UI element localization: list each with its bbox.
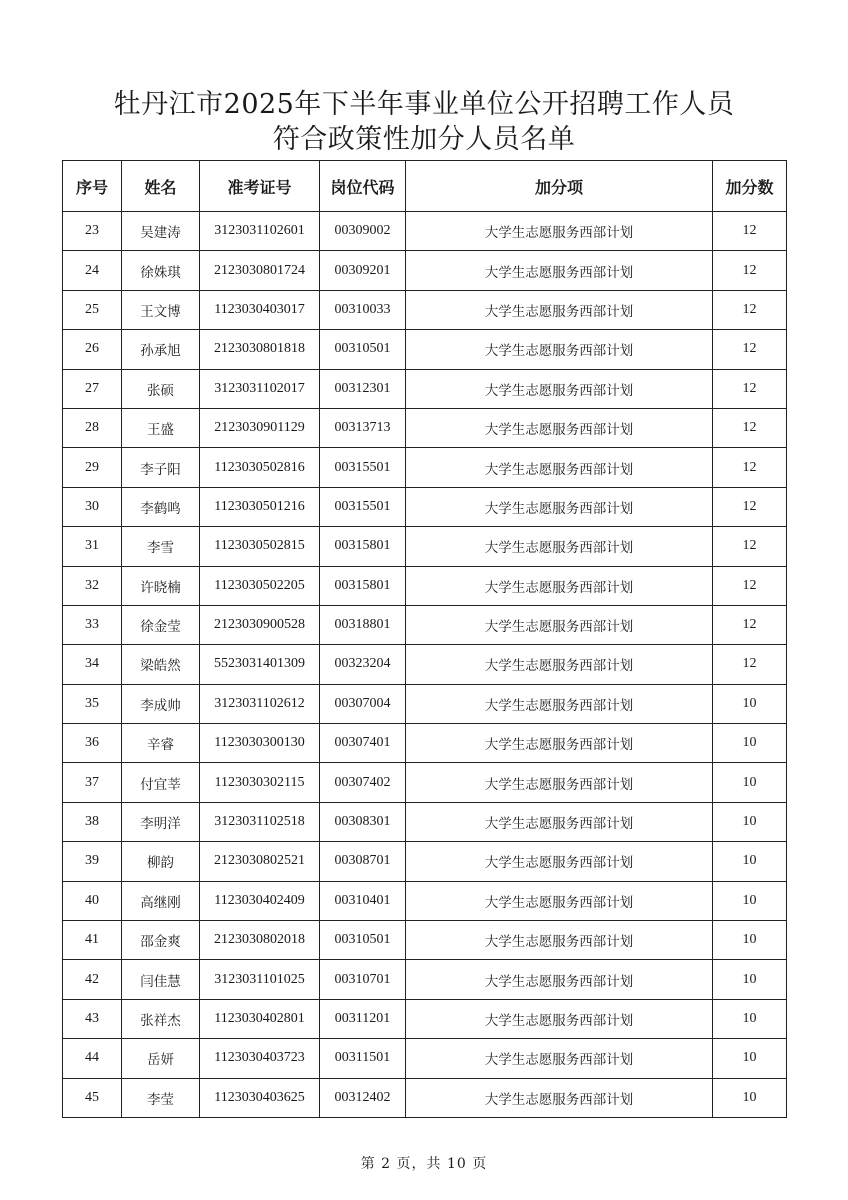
cell-bonus-item: 大学生志愿服务西部计划 xyxy=(406,960,713,999)
cell-position-code: 00315801 xyxy=(320,566,406,605)
cell-position-code: 00307401 xyxy=(320,724,406,763)
table-row xyxy=(63,448,787,487)
cell-bonus-points: 12 xyxy=(713,605,787,644)
cell-admission-ticket-number: 5523031401309 xyxy=(200,645,320,684)
cell-admission-ticket-number: 1123030403723 xyxy=(200,1039,320,1078)
table-row xyxy=(63,684,787,723)
cell-bonus-points: 12 xyxy=(713,645,787,684)
header-position-code: 岗位代码 xyxy=(320,161,406,212)
cell-bonus-points: 10 xyxy=(713,763,787,802)
cell-name: 王文博 xyxy=(122,290,200,329)
cell-name: 李明洋 xyxy=(122,802,200,841)
cell-bonus-points: 12 xyxy=(713,212,787,251)
cell-admission-ticket-number: 3123031102017 xyxy=(200,369,320,408)
cell-name: 李雪 xyxy=(122,527,200,566)
cell-name: 李成帅 xyxy=(122,684,200,723)
table-row xyxy=(63,881,787,920)
cell-bonus-points: 12 xyxy=(713,566,787,605)
cell-admission-ticket-number: 2123030802521 xyxy=(200,842,320,881)
cell-serial-number: 39 xyxy=(63,842,122,881)
cell-position-code: 00308701 xyxy=(320,842,406,881)
table-row xyxy=(63,960,787,999)
cell-name: 闫佳慧 xyxy=(122,960,200,999)
cell-serial-number: 34 xyxy=(63,645,122,684)
cell-admission-ticket-number: 2123030801724 xyxy=(200,251,320,290)
table-row xyxy=(63,1078,787,1117)
cell-serial-number: 31 xyxy=(63,527,122,566)
cell-serial-number: 25 xyxy=(63,290,122,329)
cell-name: 孙承旭 xyxy=(122,330,200,369)
cell-position-code: 00310501 xyxy=(320,330,406,369)
cell-position-code: 00309201 xyxy=(320,251,406,290)
table-row xyxy=(63,369,787,408)
cell-bonus-item: 大学生志愿服务西部计划 xyxy=(406,802,713,841)
cell-serial-number: 37 xyxy=(63,763,122,802)
cell-admission-ticket-number: 3123031102612 xyxy=(200,684,320,723)
cell-bonus-item: 大学生志愿服务西部计划 xyxy=(406,330,713,369)
cell-serial-number: 23 xyxy=(63,212,122,251)
cell-bonus-item: 大学生志愿服务西部计划 xyxy=(406,605,713,644)
cell-serial-number: 33 xyxy=(63,605,122,644)
cell-name: 李鹤鸣 xyxy=(122,487,200,526)
cell-admission-ticket-number: 1123030402409 xyxy=(200,881,320,920)
cell-admission-ticket-number: 1123030302115 xyxy=(200,763,320,802)
cell-bonus-item: 大学生志愿服务西部计划 xyxy=(406,645,713,684)
table-row xyxy=(63,330,787,369)
cell-serial-number: 45 xyxy=(63,1078,122,1117)
cell-bonus-item: 大学生志愿服务西部计划 xyxy=(406,1078,713,1117)
cell-position-code: 00309002 xyxy=(320,212,406,251)
cell-name: 柳韵 xyxy=(122,842,200,881)
cell-admission-ticket-number: 2123030901129 xyxy=(200,408,320,447)
cell-bonus-item: 大学生志愿服务西部计划 xyxy=(406,290,713,329)
cell-name: 李莹 xyxy=(122,1078,200,1117)
page-footer: 第 2 页，共 10 页 xyxy=(360,1156,488,1172)
cell-bonus-points: 10 xyxy=(713,802,787,841)
cell-bonus-item: 大学生志愿服务西部计划 xyxy=(406,487,713,526)
table-row xyxy=(63,251,787,290)
cell-bonus-points: 10 xyxy=(713,960,787,999)
cell-name: 李子阳 xyxy=(122,448,200,487)
table-header-row xyxy=(63,161,787,212)
header-bonus-points: 加分数 xyxy=(713,161,787,212)
cell-serial-number: 24 xyxy=(63,251,122,290)
cell-serial-number: 44 xyxy=(63,1039,122,1078)
cell-serial-number: 32 xyxy=(63,566,122,605)
table-row xyxy=(63,487,787,526)
table-row xyxy=(63,605,787,644)
cell-position-code: 00307004 xyxy=(320,684,406,723)
cell-bonus-item: 大学生志愿服务西部计划 xyxy=(406,842,713,881)
cell-position-code: 00312301 xyxy=(320,369,406,408)
cell-name: 岳妍 xyxy=(122,1039,200,1078)
cell-admission-ticket-number: 2123030801818 xyxy=(200,330,320,369)
cell-name: 徐姝琪 xyxy=(122,251,200,290)
cell-serial-number: 27 xyxy=(63,369,122,408)
cell-name: 王盛 xyxy=(122,408,200,447)
cell-bonus-item: 大学生志愿服务西部计划 xyxy=(406,724,713,763)
table-row xyxy=(63,408,787,447)
cell-serial-number: 36 xyxy=(63,724,122,763)
cell-serial-number: 28 xyxy=(63,408,122,447)
cell-bonus-points: 12 xyxy=(713,527,787,566)
cell-bonus-points: 12 xyxy=(713,408,787,447)
cell-name: 吴建涛 xyxy=(122,212,200,251)
cell-bonus-points: 12 xyxy=(713,448,787,487)
document-title-line-1: 牡丹江市2025年下半年事业单位公开招聘工作人员 xyxy=(113,89,735,120)
cell-bonus-points: 12 xyxy=(713,330,787,369)
cell-position-code: 00310033 xyxy=(320,290,406,329)
cell-bonus-item: 大学生志愿服务西部计划 xyxy=(406,684,713,723)
cell-position-code: 00315501 xyxy=(320,448,406,487)
cell-serial-number: 38 xyxy=(63,802,122,841)
cell-bonus-item: 大学生志愿服务西部计划 xyxy=(406,369,713,408)
cell-position-code: 00315501 xyxy=(320,487,406,526)
table-row xyxy=(63,566,787,605)
cell-position-code: 00312402 xyxy=(320,1078,406,1117)
cell-position-code: 00311501 xyxy=(320,1039,406,1078)
cell-bonus-item: 大学生志愿服务西部计划 xyxy=(406,212,713,251)
cell-admission-ticket-number: 1123030403017 xyxy=(200,290,320,329)
table-row xyxy=(63,763,787,802)
cell-bonus-item: 大学生志愿服务西部计划 xyxy=(406,999,713,1038)
table-row xyxy=(63,842,787,881)
cell-bonus-points: 10 xyxy=(713,921,787,960)
cell-bonus-points: 10 xyxy=(713,1078,787,1117)
cell-position-code: 00310401 xyxy=(320,881,406,920)
cell-serial-number: 30 xyxy=(63,487,122,526)
cell-position-code: 00308301 xyxy=(320,802,406,841)
cell-name: 高继刚 xyxy=(122,881,200,920)
cell-admission-ticket-number: 3123031101025 xyxy=(200,960,320,999)
cell-serial-number: 40 xyxy=(63,881,122,920)
cell-admission-ticket-number: 2123030900528 xyxy=(200,605,320,644)
table-row xyxy=(63,999,787,1038)
cell-bonus-points: 12 xyxy=(713,487,787,526)
table-row xyxy=(63,921,787,960)
cell-bonus-item: 大学生志愿服务西部计划 xyxy=(406,408,713,447)
table-row xyxy=(63,290,787,329)
cell-admission-ticket-number: 2123030802018 xyxy=(200,921,320,960)
cell-bonus-points: 12 xyxy=(713,290,787,329)
cell-serial-number: 26 xyxy=(63,330,122,369)
document-title-line-2: 符合政策性加分人员名单 xyxy=(272,124,576,155)
cell-position-code: 00311201 xyxy=(320,999,406,1038)
header-bonus-item: 加分项 xyxy=(406,161,713,212)
cell-name: 付宜莘 xyxy=(122,763,200,802)
table-row xyxy=(63,527,787,566)
cell-bonus-points: 12 xyxy=(713,369,787,408)
cell-bonus-item: 大学生志愿服务西部计划 xyxy=(406,566,713,605)
cell-position-code: 00313713 xyxy=(320,408,406,447)
table-row xyxy=(63,1039,787,1078)
cell-position-code: 00310501 xyxy=(320,921,406,960)
cell-admission-ticket-number: 3123031102601 xyxy=(200,212,320,251)
cell-bonus-item: 大学生志愿服务西部计划 xyxy=(406,1039,713,1078)
cell-bonus-item: 大学生志愿服务西部计划 xyxy=(406,921,713,960)
cell-position-code: 00315801 xyxy=(320,527,406,566)
cell-admission-ticket-number: 1123030502816 xyxy=(200,448,320,487)
cell-position-code: 00318801 xyxy=(320,605,406,644)
table-row xyxy=(63,724,787,763)
cell-serial-number: 42 xyxy=(63,960,122,999)
table-row xyxy=(63,212,787,251)
cell-serial-number: 29 xyxy=(63,448,122,487)
cell-admission-ticket-number: 3123031102518 xyxy=(200,802,320,841)
table-body xyxy=(63,212,787,1118)
header-name: 姓名 xyxy=(122,161,200,212)
table-row xyxy=(63,645,787,684)
cell-serial-number: 35 xyxy=(63,684,122,723)
cell-admission-ticket-number: 1123030501216 xyxy=(200,487,320,526)
cell-admission-ticket-number: 1123030502815 xyxy=(200,527,320,566)
cell-bonus-points: 10 xyxy=(713,684,787,723)
cell-bonus-points: 10 xyxy=(713,1039,787,1078)
cell-name: 张硕 xyxy=(122,369,200,408)
cell-bonus-points: 10 xyxy=(713,999,787,1038)
cell-serial-number: 41 xyxy=(63,921,122,960)
cell-bonus-points: 10 xyxy=(713,724,787,763)
cell-admission-ticket-number: 1123030403625 xyxy=(200,1078,320,1117)
cell-bonus-item: 大学生志愿服务西部计划 xyxy=(406,527,713,566)
cell-name: 徐金莹 xyxy=(122,605,200,644)
cell-bonus-points: 10 xyxy=(713,842,787,881)
cell-position-code: 00310701 xyxy=(320,960,406,999)
cell-bonus-item: 大学生志愿服务西部计划 xyxy=(406,763,713,802)
table-row xyxy=(63,802,787,841)
cell-name: 邵金爽 xyxy=(122,921,200,960)
cell-position-code: 00307402 xyxy=(320,763,406,802)
bonus-points-table xyxy=(62,160,787,1118)
cell-bonus-item: 大学生志愿服务西部计划 xyxy=(406,251,713,290)
header-serial-number: 序号 xyxy=(63,161,122,212)
cell-name: 辛睿 xyxy=(122,724,200,763)
cell-name: 许晓楠 xyxy=(122,566,200,605)
cell-name: 张祥杰 xyxy=(122,999,200,1038)
cell-admission-ticket-number: 1123030300130 xyxy=(200,724,320,763)
header-admission-ticket-number: 准考证号 xyxy=(200,161,320,212)
cell-name: 梁皓然 xyxy=(122,645,200,684)
cell-bonus-item: 大学生志愿服务西部计划 xyxy=(406,881,713,920)
cell-bonus-item: 大学生志愿服务西部计划 xyxy=(406,448,713,487)
cell-bonus-points: 12 xyxy=(713,251,787,290)
cell-admission-ticket-number: 1123030402801 xyxy=(200,999,320,1038)
cell-bonus-points: 10 xyxy=(713,881,787,920)
cell-position-code: 00323204 xyxy=(320,645,406,684)
cell-admission-ticket-number: 1123030502205 xyxy=(200,566,320,605)
cell-serial-number: 43 xyxy=(63,999,122,1038)
